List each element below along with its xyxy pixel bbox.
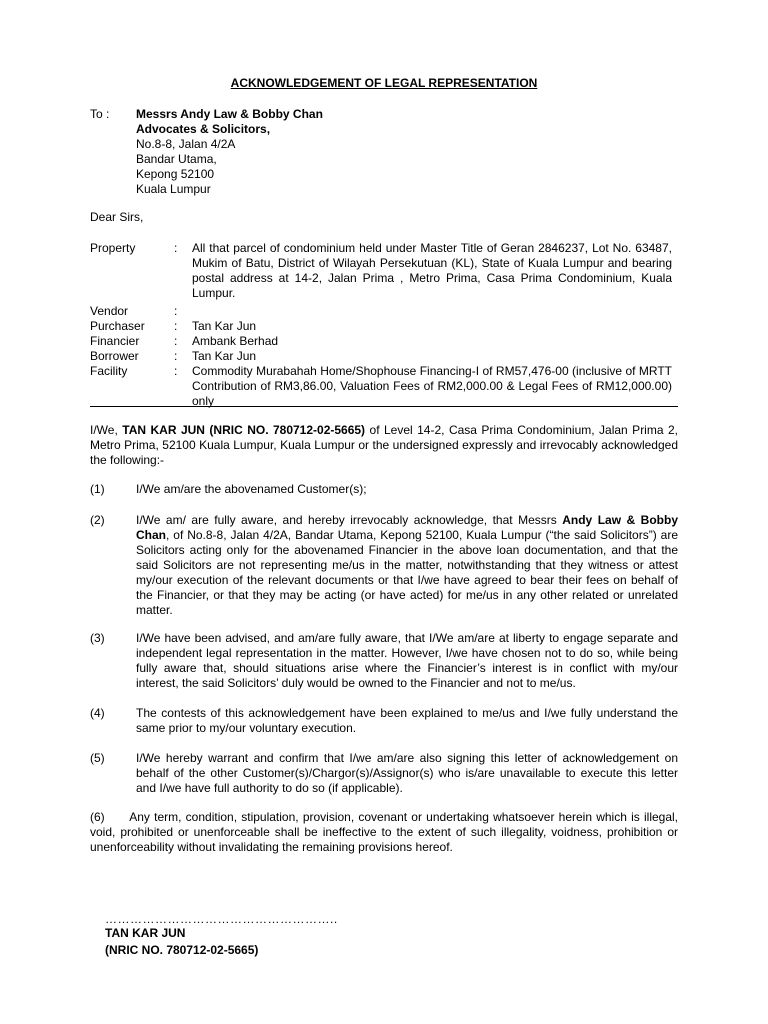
address-line-3: Kepong 52100 <box>136 167 215 181</box>
item-5-text: I/We hereby warrant and confirm that I/we am/are also signing this letter of acknowledgement on behalf of the other Customer(s)/Chargor(s)/Assignor(s) who is/are unavailable to execute this letter and I/we have full authority to do so (if applicable). <box>136 751 678 795</box>
address-line-4: Kuala Lumpur <box>136 182 211 196</box>
detail-row-financier <box>90 334 672 349</box>
borrower-label: Borrower <box>90 349 139 363</box>
address-line-1: No.8-8, Jalan 4/2A <box>136 137 236 151</box>
item-2-firm-name: Andy Law & Bobby Chan <box>136 513 678 542</box>
item-1-number: (1) <box>90 482 105 496</box>
item-2-post: , of No.8-8, Jalan 4/2A, Bandar Utama, Kepong 52100, Kuala Lumpur (“the said Solicitors”) are Solicitors acting only for the abovenamed Financier in the above loan documentation, and that the said Solicitors are not representing me/us in the matter, notwithstanding that they witness or attest my/our execution of the relevant documents or that I/we have agreed to bear their fees on behalf of the Financier, or that they may be acting (or have acted) for me/us in any other related or unrelated matter. <box>136 528 678 617</box>
item-3-number: (3) <box>90 631 105 645</box>
salutation: Dear Sirs, <box>90 210 144 224</box>
item-2-text <box>136 513 678 618</box>
item-2-number: (2) <box>90 513 105 527</box>
purchaser-value: Tan Kar Jun <box>192 319 257 333</box>
item-2-pre: I/We am/ are fully aware, and hereby irrevocably acknowledge, that Messrs <box>136 513 563 527</box>
vendor-colon: : <box>174 304 178 318</box>
intro-paragraph <box>90 423 678 468</box>
detail-row-purchaser <box>90 319 672 334</box>
purchaser-colon: : <box>174 319 178 333</box>
section-divider <box>90 406 678 407</box>
purchaser-label: Purchaser <box>90 319 145 333</box>
financier-value: Ambank Berhad <box>192 334 279 348</box>
addressee-role: Advocates & Solicitors, <box>136 122 271 136</box>
signature-line: ……………………………………………….. <box>105 912 338 926</box>
property-label: Property <box>90 241 136 255</box>
intro-prefix: I/We, <box>90 423 123 437</box>
list-item-6: (6) Any term, condition, stipulation, provision, covenant or undertaking whatsoever herein which is illegal, void, prohibited or unenforceable shall be ineffective to the extent of such illegality, voidness, prohibition or unenforceability without invalidating the remaining provisions hereof. <box>90 810 682 854</box>
list-item-4 <box>90 706 678 736</box>
vendor-label: Vendor <box>90 304 129 318</box>
addressee-name: Messrs Andy Law & Bobby Chan <box>136 107 323 121</box>
property-value: All that parcel of condominium held under Master Title of Geran 2846237, Lot No. 63487, Mukim of Batu, District of Wilayah Persekutuan (KL), State of Kuala Lumpur and bearing postal address at 14-2, Jalan Prima , Metro Prima, Casa Prima Condominium, Kuala Lumpur. <box>192 241 672 300</box>
item-4-text: The contests of this acknowledgement have been explained to me/us and I/we fully understand the same prior to my/our voluntary execution. <box>136 706 678 735</box>
financier-colon: : <box>174 334 178 348</box>
detail-row-property <box>90 241 672 301</box>
signatory-nric: (NRIC NO. 780712-02-5665) <box>105 943 259 957</box>
list-item-2 <box>90 513 678 618</box>
facility-colon: : <box>174 364 178 378</box>
intro-suffix: of Level 14-2, Casa Prima Condominium, Jalan Prima 2, Metro Prima, 52100 Kuala Lumpur, Kuala Lumpur or the undersigned expressly and irrevocably acknowledged the following:- <box>90 423 678 467</box>
detail-row-facility <box>90 364 672 409</box>
intro-name: TAN KAR JUN (NRIC NO. 780712-02-5665) <box>122 423 366 437</box>
item-3-text: I/We have been advised, and am/are fully aware, that I/We am/are at liberty to engage separate and independent legal representation in the matter. However, I/we have chosen not to do so, while being fully aware that, should situations arise where the Financier’s interest is in conflict with my/our interest, the said Solicitors’ duly would be owned to the Financier and not to me/us. <box>136 631 678 690</box>
financier-label: Financier <box>90 334 140 348</box>
document-title: ACKNOWLEDGEMENT OF LEGAL REPRESENTATION <box>230 76 538 90</box>
address-line-2: Bandar Utama, <box>136 152 217 166</box>
borrower-value: Tan Kar Jun <box>192 349 257 363</box>
item-4-number: (4) <box>90 706 105 720</box>
item-1-text: I/We am/are the abovenamed Customer(s); <box>136 482 367 496</box>
vendor-value <box>192 304 672 319</box>
facility-label: Facility <box>90 364 128 378</box>
property-colon: : <box>174 241 178 255</box>
signatory-name: TAN KAR JUN <box>105 926 186 940</box>
list-item-5 <box>90 751 678 796</box>
detail-row-vendor <box>90 304 672 319</box>
addressee-block <box>136 107 323 197</box>
list-item-3 <box>90 631 678 691</box>
list-item-1 <box>90 482 678 497</box>
item-5-number: (5) <box>90 751 105 765</box>
to-label: To : <box>90 107 110 121</box>
facility-value: Commodity Murabahah Home/Shophouse Financing-I of RM57,476-00 (inclusive of MRTT Contribution of RM3,86.00, Valuation Fees of RM2,000.00 & Legal Fees of RM12,000.00) only <box>192 364 672 408</box>
detail-row-borrower <box>90 349 672 364</box>
borrower-colon: : <box>174 349 178 363</box>
